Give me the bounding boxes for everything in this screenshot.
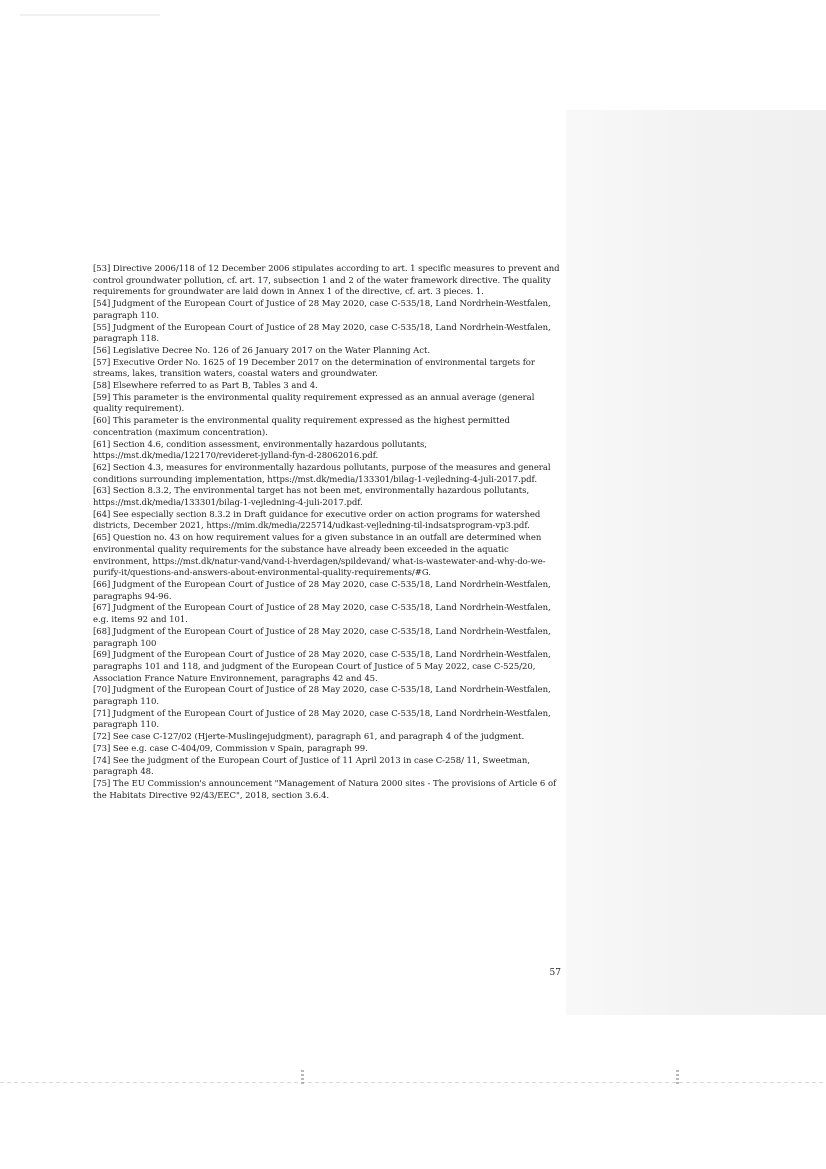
scan-mark [676, 1070, 679, 1086]
footnote-55: [55] Judgment of the European Court of Justice of 28 May 2020, case C-535/18, Land Nordrhein-Westfalen, paragraph 118. [93, 322, 551, 345]
footnote-67: [67] Judgment of the European Court of Justice of 28 May 2020, case C-535/18, Land Nordrhein-Westfalen, e.g. items 92 and 101. [93, 603, 551, 626]
footnote-56: [56] Legislative Decree No. 126 of 26 January 2017 on the Water Planning Act. [93, 345, 430, 356]
footnote-53: [53] Directive 2006/118 of 12 December 2006 stipulates according to art. 1 specific measures to prevent and control groundwater pollution, cf. art. 17, subsection 1 and 2 of the water framework directive. The quality requirements for groundwater are laid down in Annex 1 of the directive, cf. art. 3 pieces. 1. [93, 264, 560, 298]
footnote-58: [58] Elsewhere referred to as Part B, Tables 3 and 4. [93, 381, 318, 392]
footnotes-section [93, 264, 563, 802]
footnote-60: [60] This parameter is the environmental quality requirement expressed as the highest permitted concentration (maximum concentration). [93, 416, 510, 438]
scan-fold-line [0, 1082, 826, 1083]
footnote-63: [63] Section 8.3.2, The environmental target has not been met, environmentally hazardous pollutants, https://mst.dk/media/133301/bilag-1-vejledning-4-juli-2017.pdf. [93, 486, 530, 509]
footnote-65: [65] Question no. 43 on how requirement values for a given substance in an outfall are determined when environmental quality requirements for the substance have already been exceeded in the aquatic environment, https://mst.dk/natur-vand/vand-i-hverdagen/spildevand/ what-is-wastewater-and-why-do-we-purify-it/questions-and-answers-about-environmental-quality-requirements/#G. [93, 533, 546, 579]
footnote-73: [73] See e.g. case C-404/09, Commission v Spain, paragraph 99. [93, 743, 368, 754]
footnote-72: [72] See case C-127/02 (Hjerte-Muslingejudgment), paragraph 61, and paragraph 4 of the judgment. [93, 732, 525, 743]
footnote-71: [71] Judgment of the European Court of Justice of 28 May 2020, case C-535/18, Land Nordrhein-Westfalen, paragraph 110. [93, 708, 551, 731]
footnote-62: [62] Section 4.3, measures for environmentally hazardous pollutants, purpose of the measures and general conditions surrounding implementation, https://mst.dk/media/133301/bilag-1-vejledning-4-juli-2017.pdf. [93, 462, 551, 485]
footnote-64: [64] See especially section 8.3.2 in Draft guidance for executive order on action programs for watershed districts, December 2021, https://mim.dk/media/225714/udkast-vejledning-til-indsatsprogram-vp3.pdf. [93, 509, 541, 532]
footnote-74: [74] See the judgment of the European Court of Justice of 11 April 2013 in case C-258/ 11, Sweetman, paragraph 48. [93, 755, 530, 778]
footnote-54: [54] Judgment of the European Court of Justice of 28 May 2020, case C-535/18, Land Nordrhein-Westfalen, paragraph 110. [93, 299, 551, 321]
footnote-69: [69] Judgment of the European Court of Justice of 28 May 2020, case C-535/18, Land Nordrhein-Westfalen, paragraphs 101 and 118, and judgment of the European Court of Justice of 5 May 2022, case C-525/20, Association France Nature Environnement, paragraphs 42 and 45. [93, 650, 551, 684]
footnote-70: [70] Judgment of the European Court of Justice of 28 May 2020, case C-535/18, Land Nordrhein-Westfalen, paragraph 110. [93, 685, 551, 708]
scan-mark [301, 1070, 304, 1086]
page-number: 57 [549, 968, 561, 978]
footnote-57: [57] Executive Order No. 1625 of 19 December 2017 on the determination of environmental targets for streams, lakes, transition waters, coastal waters and groundwater. [93, 357, 535, 380]
footnote-68: [68] Judgment of the European Court of Justice of 28 May 2020, case C-535/18, Land Nordrhein-Westfalen, paragraph 100 [93, 626, 551, 649]
scan-artifact [20, 14, 160, 16]
footnote-66: [66] Judgment of the European Court of Justice of 28 May 2020, case C-535/18, Land Nordrhein-Westfalen, paragraphs 94-96. [93, 579, 551, 602]
footnote-61: [61] Section 4.6, condition assessment, environmentally hazardous pollutants, https://mst.dk/media/122170/revideret-jylland-fyn-d-28062016.pdf. [93, 439, 427, 462]
footnote-75: [75] The EU Commission's announcement "Management of Natura 2000 sites - The provisions of Article 6 of the Habitats Directive 92/43/EEC", 2018, section 3.6.4. [93, 778, 557, 801]
footnote-59: [59] This parameter is the environmental quality requirement expressed as an annual average (general quality requirement). [93, 392, 535, 415]
scan-shadow [566, 110, 826, 1015]
